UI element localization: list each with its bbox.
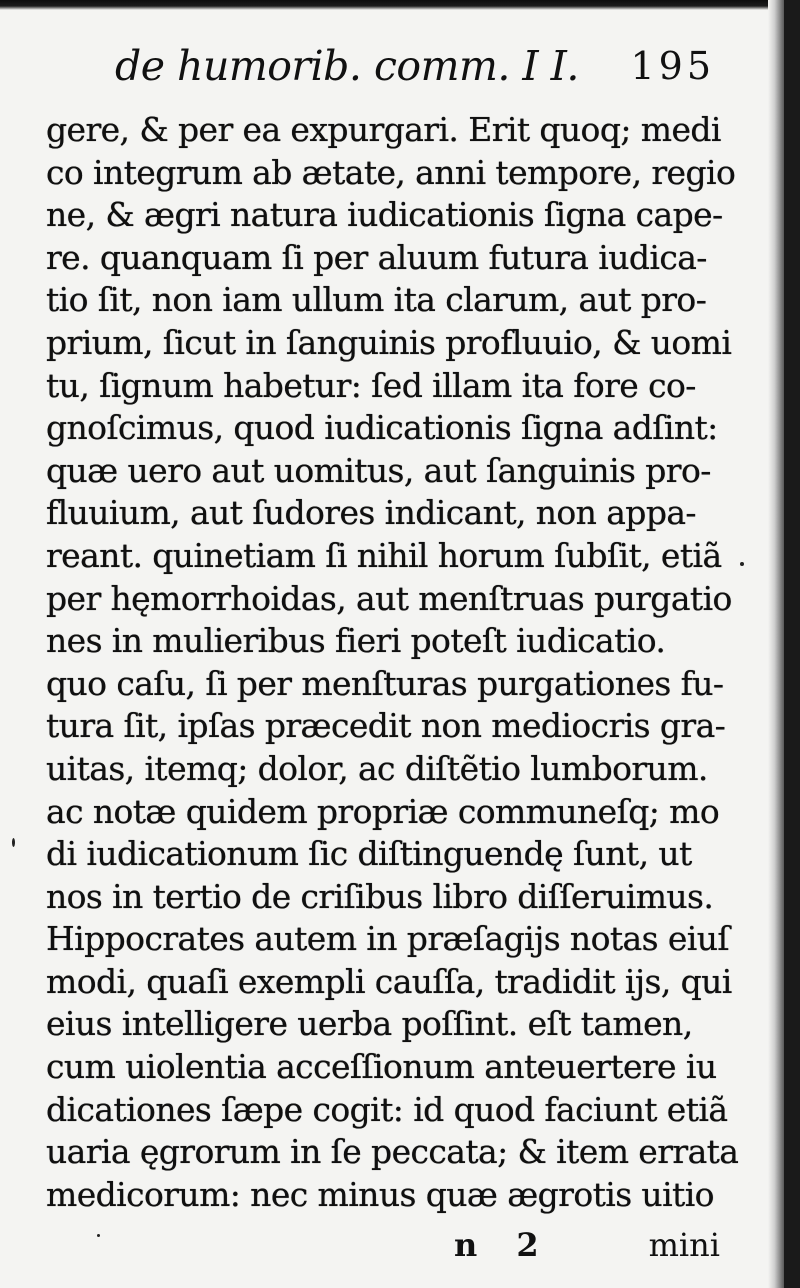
text-line: modi, quaſi exempli cauſſa, tradidit ijs, qui — [46, 961, 732, 1001]
text-line: tio ſit, non iam ullum ita clarum, aut pro- — [46, 280, 707, 320]
text-line: reant. quinetiam ſi nihil horum ſubſit, etiã — [46, 535, 722, 575]
page-header — [115, 42, 725, 98]
running-title: de humorib. comm. I I. — [115, 42, 579, 90]
text-line: dicationes ſæpe cogit: id quod faciunt etiã — [46, 1089, 728, 1129]
text-line: re. quanquam ſi per aluum futura iudica- — [46, 237, 707, 277]
text-line: gere, & per ea expurgari. Erit quoq; medi — [46, 110, 721, 149]
text-line: tu, ſignum habetur: ſed illam ita fore co- — [46, 365, 696, 405]
text-line: ne, & ægri natura iudicationis ſigna cape- — [46, 195, 723, 235]
text-line: Hippocrates autem in præſagijs notas eiuſ — [46, 919, 729, 959]
scan-right-edge — [768, 0, 784, 1288]
text-line: medicorum: nec minus quæ ægrotis uitio — [46, 1174, 714, 1214]
text-line: quæ uero aut uomitus, aut ſanguinis pro- — [46, 450, 711, 490]
text-line: per hęmorrhoidas, aut menſtruas purgatio — [46, 578, 732, 618]
ink-speck — [740, 562, 744, 566]
text-line: nos in tertio de criſibus libro diſſeruimus. — [46, 876, 714, 916]
text-line: nes in mulieribus fieri poteſt iudicatio. — [46, 621, 666, 661]
scan-top-edge — [0, 0, 784, 10]
text-line: tura ſit, ipſas præcedit non mediocris gra- — [46, 706, 726, 746]
catchword: mini — [648, 1226, 720, 1264]
ink-speck — [97, 1234, 100, 1237]
page-footer — [46, 1226, 726, 1272]
text-line: uaria ęgrorum in ſe peccata; & item errata — [46, 1132, 739, 1172]
text-line: ac notæ quidem propriæ communeſq; mo — [46, 791, 720, 831]
ink-speck — [12, 838, 15, 847]
text-line: prium, ſicut in ſanguinis profluuio, & uomi — [46, 322, 732, 362]
body-text — [46, 109, 739, 1216]
page-number: 195 — [630, 44, 715, 88]
text-line: fluuium, aut ſudores indicant, non appa- — [46, 493, 696, 533]
signature-mark: n 2 — [454, 1226, 553, 1264]
text-line: uitas, itemq; dolor, ac diſtẽtio lumborum. — [46, 748, 708, 788]
text-line: quo caſu, ſi per menſturas purgationes fu- — [46, 663, 724, 703]
text-line: co integrum ab ætate, anni tempore, regio — [46, 152, 736, 192]
text-line: cum uiolentia acceſſionum anteuertere iu — [46, 1047, 717, 1087]
text-line: gnoſcimus, quod iudicationis ſigna adſint: — [46, 408, 718, 448]
text-line: eius intelligere uerba poſſint. eſt tamen, — [46, 1004, 693, 1044]
text-line: di iudicationum ſic diſtinguendę ſunt, ut — [46, 834, 692, 874]
